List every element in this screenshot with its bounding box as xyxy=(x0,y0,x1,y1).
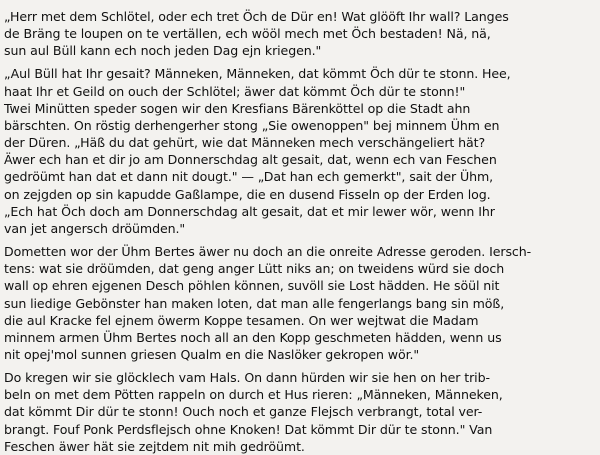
paragraph-1 xyxy=(4,8,596,59)
text-line: „Aul Büll hat Ihr gesait? Männeken, Männeken, dat kömmt Öch dür te stonn. Hee, xyxy=(4,66,511,82)
text-line: sun aul Büll kann ech noch jeden Dag ejn kriegen." xyxy=(4,43,322,59)
text-line: „Ech hat Öch doch am Donnerschdag alt gesait, dat et mir lewer wör, wenn Ihr xyxy=(4,203,495,219)
text-line: bärschten. On röstig derhengerher stong „Sie owenoppen" bej minnem Ühm en xyxy=(4,117,500,133)
text-line: dat kömmt Dir dür te stonn! Ouch noch et ganze Flejsch verbrangt, total ver- xyxy=(4,404,483,420)
text-line: sun liedige Gebönster han maken loten, dat man alle fengerlangs bang sin möß, xyxy=(4,295,505,311)
text-line: beln on met dem Pötten rappeln on durch et Hus rieren: „Männeken, Männeken, xyxy=(4,387,503,403)
text-line: Dometten wor der Ühm Bertes äwer nu doch an die onreite Adresse geroden. Iersch- xyxy=(4,244,532,260)
paragraph-3 xyxy=(4,243,596,363)
text-line: Feschen äwer hät sie zejtdem nit mih gedröümt. xyxy=(4,438,305,454)
text-line: Äwer ech han et dir jo am Donnerschdag alt gesait, dat, wenn ech van Feschen xyxy=(4,152,497,168)
text-line: de Bräng te loupen on te vertällen, ech wööl mech met Öch bestaden! Nä, nä, xyxy=(4,26,491,42)
text-line: nit opej'mol sunnen griesen Qualm en die Naslöker gekropen wör." xyxy=(4,346,420,362)
text-line: minnem armen Ühm Bertes noch all an den Kopp geschmeten hädden, wenn us xyxy=(4,329,502,345)
text-line: „Herr met dem Schlötel, oder ech tret Öch de Dür en! Wat glööft Ihr wall? Langes xyxy=(4,9,509,24)
text-line: wall op ehren ejgenen Desch pöhlen können, suvöll sie Lost hädden. He söül nit xyxy=(4,278,500,294)
text-line: der Düren. „Häß du dat gehürt, wie dat Männeken mech verschängeliert hät? xyxy=(4,135,486,151)
text-line: gedröümt han dat et dann nit dougt." — „Dat han ech gemerkt", sait der Ühm, xyxy=(4,169,494,185)
paragraph-4 xyxy=(4,369,596,455)
body-text xyxy=(4,8,596,455)
text-line: van jet angersch dröümden." xyxy=(4,220,186,236)
text-line: tens: wat sie dröümden, dat geng anger Lütt niks an; on tweidens würd sie doch xyxy=(4,261,505,277)
text-line: haat Ihr et Geild on ouch der Schlötel; äwer dat kömmt Öch dür te stonn!" xyxy=(4,83,466,99)
paragraph-2 xyxy=(4,65,596,237)
text-line: Twei Minütten speder sogen wir den Kresfians Bärenköttel op die Stadt ahn xyxy=(4,100,471,116)
text-line: Do kregen wir sie glöcklech vam Hals. On dann hürden wir sie hen on her trib- xyxy=(4,370,490,386)
text-line: brangt. Fouf Ponk Perdsflejsch ohne Knoken! Dat kömmt Dir dür te stonn." Van xyxy=(4,421,493,437)
text-line: die aul Kracke fel ejnem öwerm Koppe tesamen. On wer wejtwat die Madam xyxy=(4,312,479,328)
text-line: on zejgden op sin kapudde Gaßlampe, die en dusend Fisseln op der Erden log. xyxy=(4,186,491,202)
